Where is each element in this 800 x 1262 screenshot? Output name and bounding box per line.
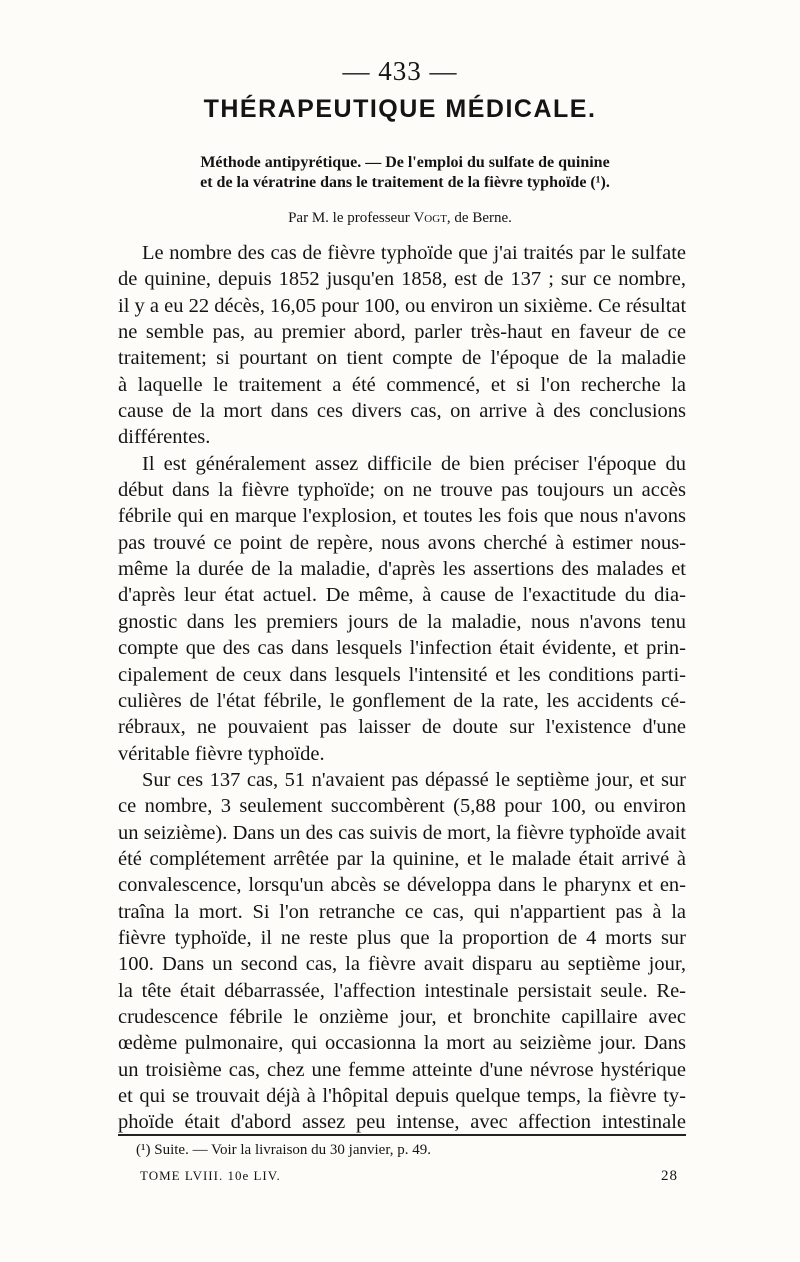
body-line: Il est généralement assez difficile de bien préciser l'époque du bbox=[142, 452, 686, 475]
body-line: Sur ces 137 cas, 51 n'avaient pas dépassé le septième jour, et sur bbox=[142, 768, 686, 791]
body-line: un troisième cas, chez une femme atteinte d'une névrose hystérique bbox=[118, 1058, 686, 1081]
body-line: traitement; si pourtant on tient compte de l'époque de la maladie bbox=[118, 347, 686, 370]
body-line: cause de la mort dans ces divers cas, on arrive à des conclusions bbox=[118, 400, 686, 423]
author-prefix: Par M. le professeur bbox=[288, 210, 410, 226]
body-line: ne semble pas, au premier abord, parler très-haut en faveur de ce bbox=[118, 321, 686, 344]
tome-signature: TOME LVIII. 10e LIV. bbox=[140, 1168, 281, 1183]
body-line: été complétement arrêtée par la quinine, et le malade était arrivé à bbox=[118, 847, 686, 870]
body-line: ce nombre, 3 seulement succombèrent (5,88 pour 100, ou environ bbox=[118, 795, 686, 818]
footnote: (¹) Suite. — Voir la livraison du 30 janvier, p. 49. bbox=[136, 1142, 431, 1158]
body-line: crudescence fébrile le onzième jour, et bronchite capillaire avec bbox=[118, 1005, 686, 1028]
body-line: de quinine, depuis 1852 jusqu'en 1858, est de 137 ; sur ce nombre, bbox=[118, 268, 686, 291]
body-line: traîna la mort. Si l'on retranche ce cas, qui n'appartient pas à la bbox=[118, 900, 686, 923]
body-line: différentes. bbox=[118, 426, 211, 449]
body-line: phoïde était d'abord assez peu intense, avec affection intestinale bbox=[118, 1111, 686, 1134]
body-line: gnostic dans les premiers jours de la maladie, nous n'avons tenu bbox=[118, 610, 686, 633]
subtitle-line: Méthode antipyrétique. — De l'emploi du sulfate de quinine bbox=[200, 154, 610, 171]
footnote-divider bbox=[118, 1134, 686, 1136]
body-line: fièvre typhoïde, il ne reste plus que la proportion de 4 morts sur bbox=[118, 926, 686, 949]
body-line: fébrile qui en marque l'explosion, et toutes les fois que nous n'avons bbox=[118, 505, 686, 528]
body-line: convalescence, lorsqu'un abcès se développa dans le pharynx et en- bbox=[118, 874, 686, 897]
subtitle-line: et de la vératrine dans le traitement de la fièvre typhoïde (¹). bbox=[200, 174, 610, 191]
body-line: cipalement de ceux dans lesquels l'intensité et les conditions parti- bbox=[118, 663, 686, 686]
body-line: un seizième). Dans un des cas suivis de mort, la fièvre typhoïde avait bbox=[118, 821, 686, 844]
body-line: Le nombre des cas de fièvre typhoïde que j'ai traités par le sulfate bbox=[142, 242, 686, 264]
body-line: œdème pulmonaire, qui occasionna la mort au seizième jour. Dans bbox=[118, 1032, 686, 1055]
page-number: — 433 — bbox=[342, 56, 458, 86]
body-line: début dans la fièvre typhoïde; on ne trouve pas toujours un accès bbox=[118, 479, 686, 502]
body-line: véritable fièvre typhoïde. bbox=[118, 742, 325, 765]
body-line: il y a eu 22 décès, 16,05 pour 100, ou environ un sixième. Ce résultat bbox=[118, 294, 687, 317]
section-title: THÉRAPEUTIQUE MÉDICALE. bbox=[203, 95, 597, 123]
body-line: 100. Dans un second cas, la fièvre avait disparu au septième jour, bbox=[118, 953, 686, 976]
author-name: Vogt bbox=[413, 210, 447, 226]
author-suffix: , de Berne. bbox=[446, 210, 512, 226]
body-line: même la durée de la maladie, d'après les assertions des malades et bbox=[118, 558, 686, 581]
sheet-number: 28 bbox=[661, 1168, 678, 1184]
body-line: pas trouvé ce point de repère, nous avons cherché à estimer nous- bbox=[118, 531, 686, 554]
body-line: rébraux, ne pouvaient pas laisser de doute sur l'existence d'une bbox=[118, 716, 686, 739]
body-line: la tête était débarrassée, l'affection intestinale persistait seule. Re- bbox=[118, 979, 686, 1002]
body-line: à laquelle le traitement a été commencé, et si l'on recherche la bbox=[118, 373, 686, 396]
body-line: culières de l'état fébrile, le gonflement de la rate, les accidents cé- bbox=[118, 689, 686, 712]
article-subtitle bbox=[118, 153, 692, 193]
author-line bbox=[0, 210, 800, 227]
body-line: et qui se trouvait déjà à l'hôpital depuis quelque temps, la fièvre ty- bbox=[118, 1085, 686, 1107]
body-line: compte que des cas dans lesquels l'infection était évidente, et prin- bbox=[118, 637, 686, 660]
body-line: d'après leur état actuel. De même, à cause de l'exactitude du dia- bbox=[118, 584, 686, 607]
article-body bbox=[118, 240, 686, 1136]
